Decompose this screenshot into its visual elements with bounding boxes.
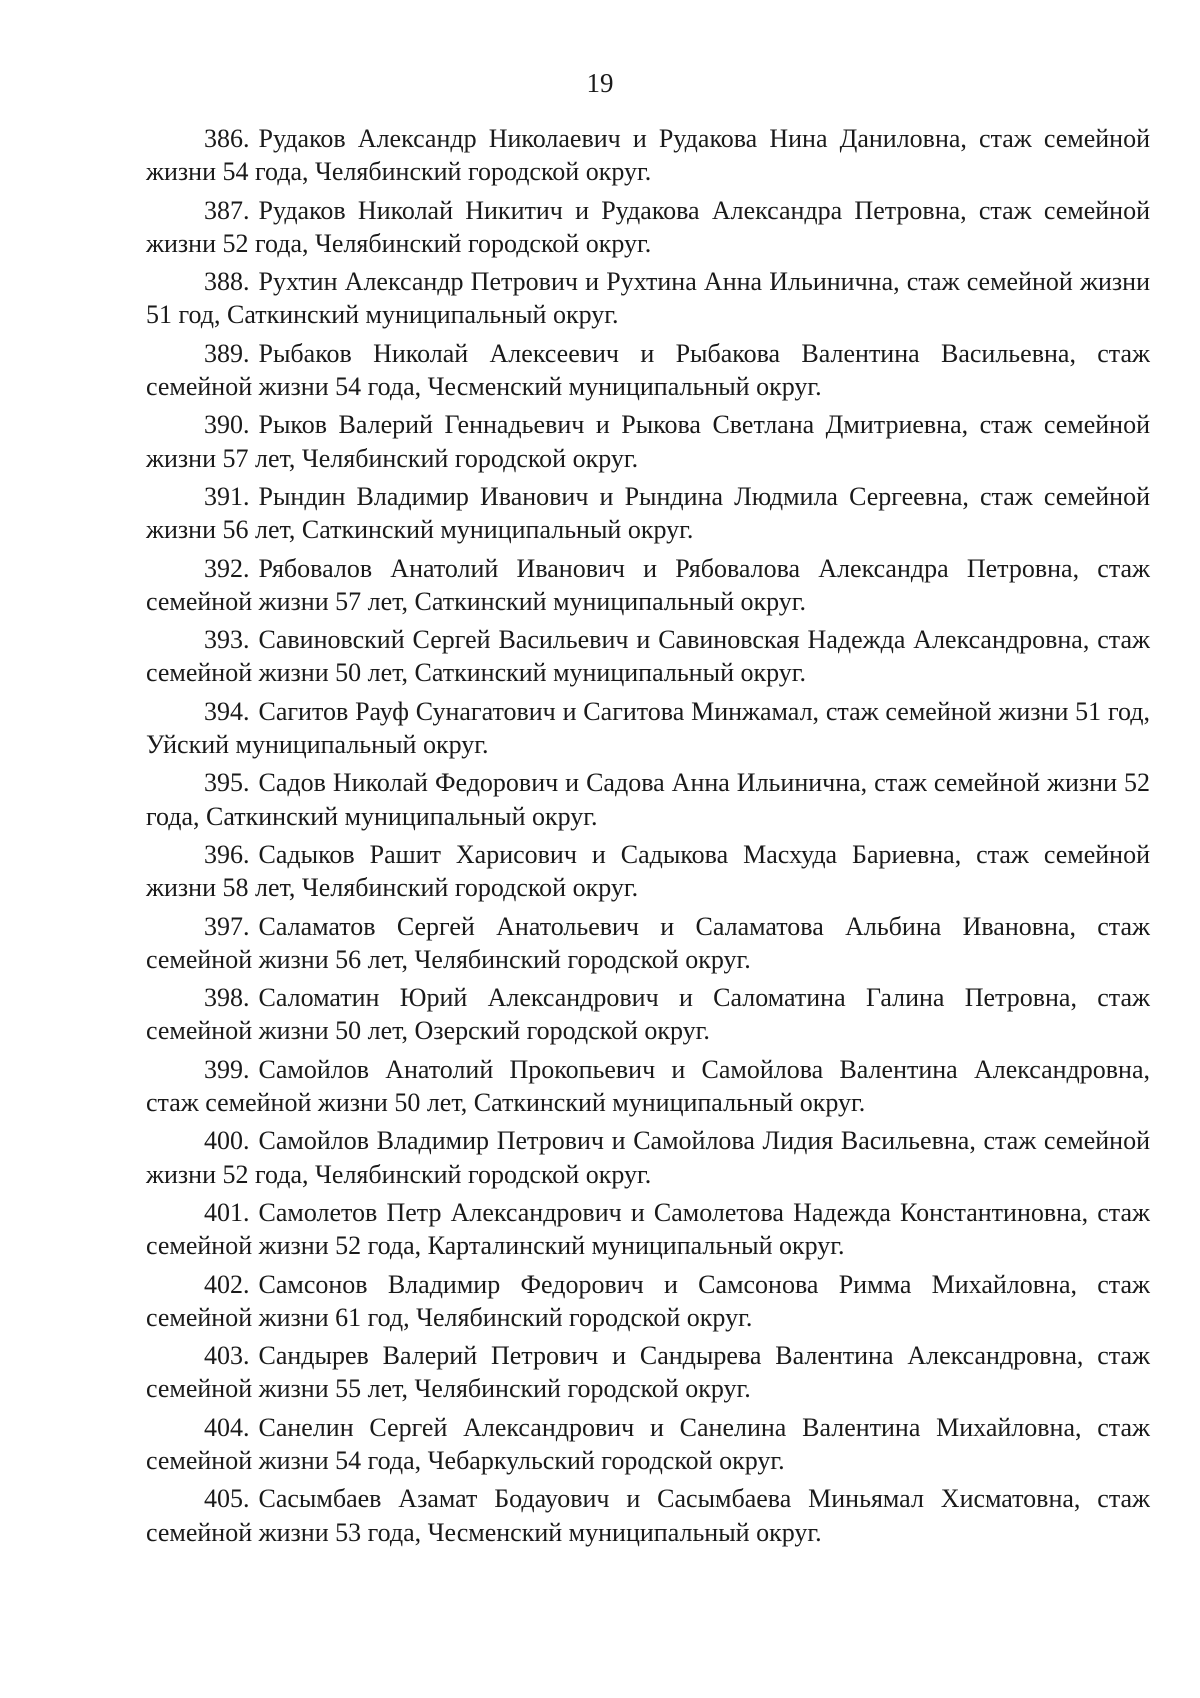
page-number: 19 [586, 68, 614, 98]
list-item [146, 1053, 1150, 1120]
item-text: Саломатин Юрий Александрович и Саломатина Галина Петровна, стаж семейной жизни 50 лет, Озерский городской округ. [146, 983, 1150, 1046]
list-item [146, 910, 1150, 977]
list-item [146, 1411, 1150, 1478]
item-number: 403. [204, 1341, 250, 1371]
item-number: 399. [204, 1054, 250, 1084]
item-number: 390. [204, 410, 250, 440]
list-item [146, 265, 1150, 332]
item-number: 394. [204, 696, 250, 726]
item-number: 395. [204, 768, 250, 798]
item-number: 402. [204, 1269, 250, 1299]
item-text: Рыбаков Николай Алексеевич и Рыбакова Валентина Васильевна, стаж семейной жизни 54 года, Чесменский муниципальный округ. [146, 338, 1150, 402]
item-text: Самсонов Владимир Федорович и Самсонова Римма Михайловна, стаж семейной жизни 61 год, Челябинский городской округ. [146, 1269, 1150, 1332]
item-number: 389. [204, 338, 250, 368]
item-number: 396. [204, 839, 250, 869]
list-item [146, 408, 1150, 475]
item-text: Садов Николай Федорович и Садова Анна Ильинична, стаж семейной жизни 52 года, Саткинский муниципальный округ. [146, 768, 1150, 831]
item-number: 386. [204, 124, 250, 153]
list-item [146, 1482, 1150, 1549]
item-text: Рухтин Александр Петрович и Рухтина Анна Ильинична, стаж семейной жизни 51 год, Саткинский муниципальный округ. [146, 267, 1150, 330]
list-item [146, 1196, 1150, 1263]
list-item [146, 838, 1150, 905]
list-item [146, 766, 1150, 833]
item-number: 391. [204, 481, 250, 511]
list-item [146, 1339, 1150, 1406]
item-number: 397. [204, 911, 250, 941]
item-text: Садыков Рашит Харисович и Садыкова Масхуда Бариевна, стаж семейной жизни 58 лет, Челябинский городской округ. [146, 839, 1150, 903]
item-text: Сасымбаев Азамат Бодауович и Сасымбаева Миньямал Хисматовна, стаж семейной жизни 53 года, Чесменский муниципальный округ. [146, 1484, 1150, 1547]
item-number: 398. [204, 983, 250, 1013]
item-text: Саламатов Сергей Анатольевич и Саламатова Альбина Ивановна, стаж семейной жизни 56 лет, Челябинский городской округ. [146, 911, 1150, 974]
list-item [146, 623, 1150, 690]
item-number: 401. [204, 1197, 250, 1227]
item-text: Рудаков Александр Николаевич и Рудакова Нина Даниловна, стаж семейной жизни 54 года, Челябинский городской округ. [146, 124, 1150, 187]
item-number: 405. [204, 1484, 250, 1514]
item-text: Сандырев Валерий Петрович и Сандырева Валентина Александровна, стаж семейной жизни 55 лет, Челябинский городской округ. [146, 1341, 1150, 1404]
list-item [146, 337, 1150, 404]
item-text: Рудаков Николай Никитич и Рудакова Александра Петровна, стаж семейной жизни 52 года, Челябинский городской округ. [146, 195, 1150, 258]
list-item [146, 194, 1150, 261]
item-text: Самойлов Владимир Петрович и Самойлова Лидия Васильевна, стаж семейной жизни 52 года, Челябинский городской округ. [146, 1126, 1150, 1189]
item-text: Санелин Сергей Александрович и Санелина Валентина Михайловна, стаж семейной жизни 54 года, Чебаркульский городской округ. [146, 1412, 1150, 1475]
item-number: 392. [204, 553, 250, 583]
item-text: Рябовалов Анатолий Иванович и Рябовалова Александра Петровна, стаж семейной жизни 57 лет, Саткинский муниципальный округ. [146, 553, 1150, 616]
list-item [146, 480, 1150, 547]
item-number: 400. [204, 1126, 250, 1156]
list-item [146, 981, 1150, 1048]
item-text: Рындин Владимир Иванович и Рындина Людмила Сергеевна, стаж семейной жизни 56 лет, Саткинский муниципальный округ. [146, 481, 1150, 545]
item-text: Сагитов Рауф Сунагатович и Сагитова Минжамал, стаж семейной жизни 51 год, Уйский муниципальный округ. [146, 696, 1150, 760]
list-item [146, 552, 1150, 619]
item-text: Савиновский Сергей Васильевич и Савиновская Надежда Александровна, стаж семейной жизни 50 лет, Саткинский муниципальный округ. [146, 625, 1150, 688]
item-number: 388. [204, 267, 250, 297]
list-item [146, 1268, 1150, 1335]
item-number: 387. [204, 195, 250, 225]
item-text: Самолетов Петр Александрович и Самолетова Надежда Константиновна, стаж семейной жизни 52 года, Карталинский муниципальный округ. [146, 1197, 1150, 1261]
document-body [146, 122, 1150, 1554]
item-text: Самойлов Анатолий Прокопьевич и Самойлова Валентина Александровна, стаж семейной жизни 50 лет, Саткинский муниципальный округ. [146, 1054, 1150, 1118]
item-number: 404. [204, 1412, 250, 1442]
list-item [146, 1124, 1150, 1191]
list-item [146, 695, 1150, 762]
list-item [146, 122, 1150, 189]
item-text: Рыков Валерий Геннадьевич и Рыкова Светлана Дмитриевна, стаж семейной жизни 57 лет, Челябинский городской округ. [146, 410, 1150, 473]
item-number: 393. [204, 625, 250, 655]
